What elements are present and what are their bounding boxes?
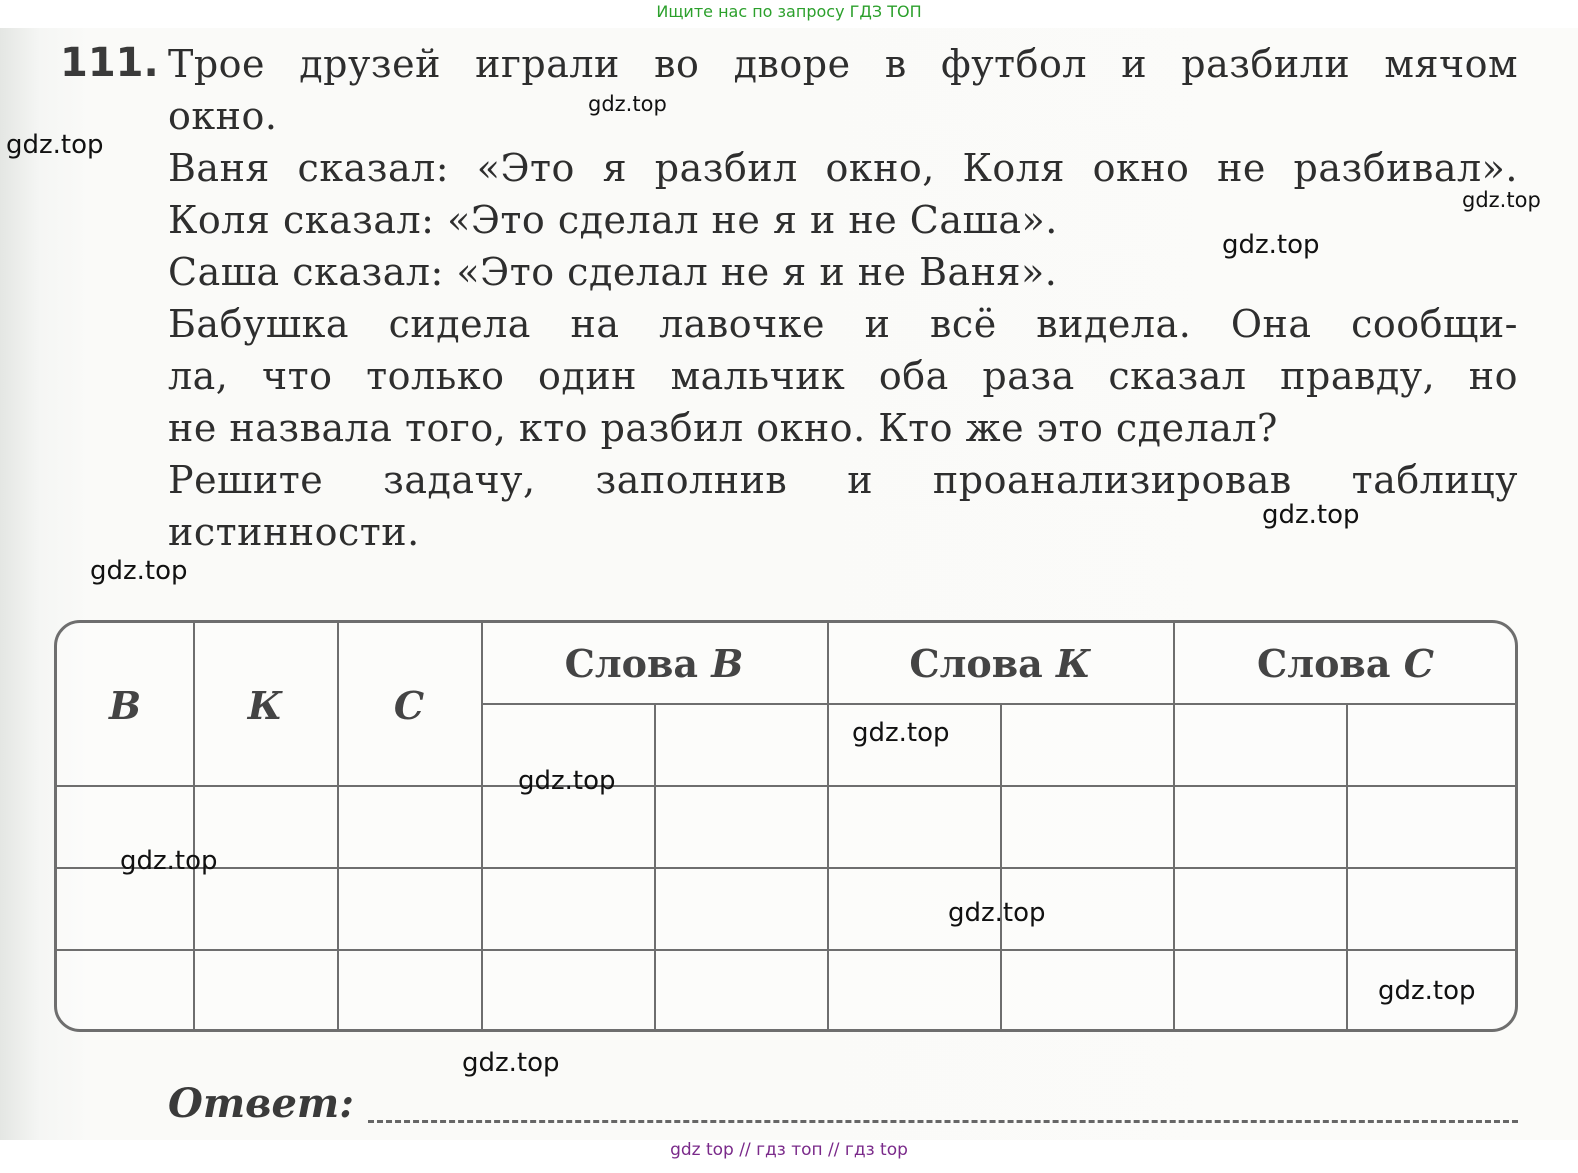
task-line: Трое друзей играли во дворе в футбол и разбили мячом bbox=[168, 42, 1518, 86]
watermark: gdz.top bbox=[948, 898, 1046, 928]
watermark: gdz.top bbox=[6, 130, 104, 160]
header-k: К bbox=[247, 683, 283, 728]
header-words-s: Слова С bbox=[1257, 641, 1434, 686]
task-line: не назвала того, кто разбил окно. Кто же это сделал? bbox=[168, 406, 1278, 450]
task-line: Саша сказал: «Это сделал не я и не Ваня». bbox=[168, 250, 1058, 294]
watermark: gdz.top bbox=[1462, 188, 1541, 212]
watermark: gdz.top bbox=[588, 92, 667, 116]
task-line: Решите задачу, заполнив и проанализировав таблицу bbox=[168, 458, 1518, 502]
header-words-v: Слова В bbox=[564, 641, 744, 686]
table-divider bbox=[57, 785, 1515, 787]
answer-line bbox=[368, 1120, 1518, 1123]
task-line: ла, что только один мальчик оба раза сказал правду, но bbox=[168, 354, 1518, 398]
table-divider bbox=[481, 703, 1515, 705]
watermark: gdz.top bbox=[462, 1048, 560, 1078]
task-line: истинности. bbox=[168, 510, 420, 554]
answer-label: Ответ: bbox=[168, 1080, 354, 1127]
header-v: В bbox=[108, 683, 142, 728]
task-line: окно. bbox=[168, 94, 278, 138]
header-s: С bbox=[393, 683, 425, 728]
bottom-banner-link[interactable]: gdz top // гдз топ // гдз top bbox=[670, 1140, 908, 1160]
watermark: gdz.top bbox=[90, 556, 188, 586]
watermark: gdz.top bbox=[1222, 230, 1320, 260]
top-banner-link[interactable]: Ищите нас по запросу ГДЗ ТОП bbox=[656, 2, 922, 21]
truth-table bbox=[54, 620, 1518, 1032]
table-divider bbox=[1000, 703, 1002, 1029]
watermark: gdz.top bbox=[518, 766, 616, 796]
table-divider bbox=[57, 949, 1515, 951]
task-line: Бабушка сидела на лавочке и всё видела. Она сообщи- bbox=[168, 302, 1518, 346]
table-divider bbox=[57, 867, 1515, 869]
task-line: Коля сказал: «Это сделал не я и не Саша». bbox=[168, 198, 1058, 242]
table-divider bbox=[654, 703, 656, 1029]
table-divider bbox=[1346, 703, 1348, 1029]
watermark: gdz.top bbox=[1262, 500, 1360, 530]
task-line: Ваня сказал: «Это я разбил окно, Коля окно не разбивал». bbox=[168, 146, 1518, 190]
watermark: gdz.top bbox=[852, 718, 950, 748]
watermark: gdz.top bbox=[120, 846, 218, 876]
task-number: 111. bbox=[60, 40, 159, 86]
watermark: gdz.top bbox=[1378, 976, 1476, 1006]
header-words-k: Слова К bbox=[909, 641, 1091, 686]
